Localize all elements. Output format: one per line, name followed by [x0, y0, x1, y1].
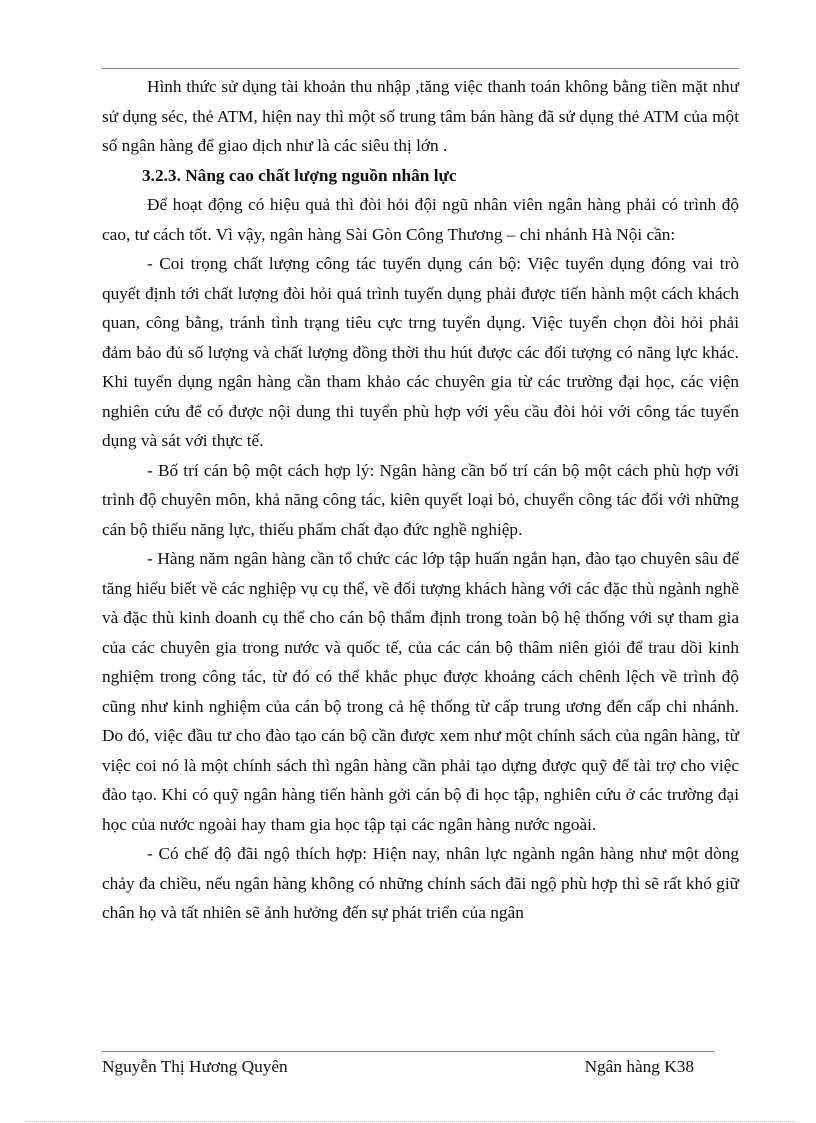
paragraph-intro: Để hoạt động có hiệu quả thì đòi hỏi đội ngũ nhân viên ngân hàng phải có trình độ cao, tư cách tốt. Vì vậy, ngân hàng Sài Gòn Công Thương – chi nhánh Hà Nội cần: [102, 195, 739, 244]
header-rule [102, 68, 739, 69]
paragraph-arrangement: - Bố trí cán bộ một cách hợp lý: Ngân hàng cần bố trí cán bộ một cách phù hợp với trình độ chuyên môn, khả năng công tác, kiên quyết loại bỏ, chuyển công tác đối với những cán bộ thiếu năng lực, thiếu phẩm chất đạo đức nghề nghiệp. [102, 460, 739, 539]
paragraph-compensation: - Có chế độ đãi ngộ thích hợp: Hiện nay, nhân lực ngành ngân hàng như một dòng chảy đa chiều, nếu ngân hàng không có những chính sách đãi ngộ phù hợp thì sẽ rất khó giữ chân họ và tất nhiên sẽ ảnh hưởng đến sự phát triển của ngân [102, 844, 739, 922]
section-heading: 3.2.3. Nâng cao chất lượng nguồn nhân lực [142, 165, 457, 185]
page-bottom-edge [25, 1121, 795, 1122]
paragraph-payment: Hình thức sử dụng tài khoản thu nhập ,tăng việc thanh toán không bằng tiền mặt như sử dụng séc, thẻ ATM, hiện nay thì một số trung tâm bán hàng đã sử dụng thẻ ATM của một số ngân hàng để giao dịch như là các siêu thị lớn . [102, 77, 739, 155]
page-footer [102, 1055, 694, 1079]
body-text [102, 72, 739, 928]
footer-class: Ngân hàng K38 [584, 1057, 694, 1076]
footer-author: Nguyễn Thị Hương Quyên [102, 1057, 288, 1076]
footer-rule [102, 1051, 714, 1052]
paragraph-recruitment: - Coi trọng chất lượng công tác tuyển dụng cán bộ: Việc tuyển dụng đóng vai trò quyết định tới chất lượng đòi hỏi quá trình tuyển dụng phải được tiến hành một cách khách quan, công bằng, tránh tình trạng tiêu cực trng tuyển dụng. Việc tuyển chọn đòi hỏi phải đảm bảo đủ số lượng và chất lượng đồng thời thu hút được các đối tượng có năng lực khác. Khi tuyển dụng ngân hàng cần tham khảo các chuyên gia từ các trường đại học, các viện nghiên cứu để có được nội dung thi tuyển phù hợp với yêu cầu đòi hỏi với công tác tuyển dụng và sát với thực tế. [102, 254, 739, 450]
paragraph-training: - Hàng năm ngân hàng cần tổ chức các lớp tập huấn ngắn hạn, đào tạo chuyên sâu để tăng hiểu biết về các nghiệp vụ cụ thể, về đối tượng khách hàng với các đặc thù ngành nghề và đặc thù kinh doanh cụ thể cho cán bộ thẩm định trong toàn bộ hệ thống với sự tham gia của các chuyên gia trong nước và quốc tế, của các cán bộ thâm niên giỏi để trau dồi kinh nghiệm trong công tác, từ đó có thể khắc phục được khoảng cách chênh lệch về trình độ cũng như kinh nghiệm của cán bộ trong cả hệ thống từ cấp trung ương đến cấp chi nhánh. Do đó, việc đầu tư cho đào tạo cán bộ cần được xem như một chính sách của ngân hàng, từ việc coi nó là một chính sách thì ngân hàng cần phải tạo dựng được quỹ để tài trợ cho việc đào tạo. Khi có quỹ ngân hàng tiến hành gởi cán bộ đi học tập, nghiên cứu ở các trường đại học của nước ngoài hay tham gia học tập tại các ngân hàng nước ngoài. [102, 549, 739, 834]
